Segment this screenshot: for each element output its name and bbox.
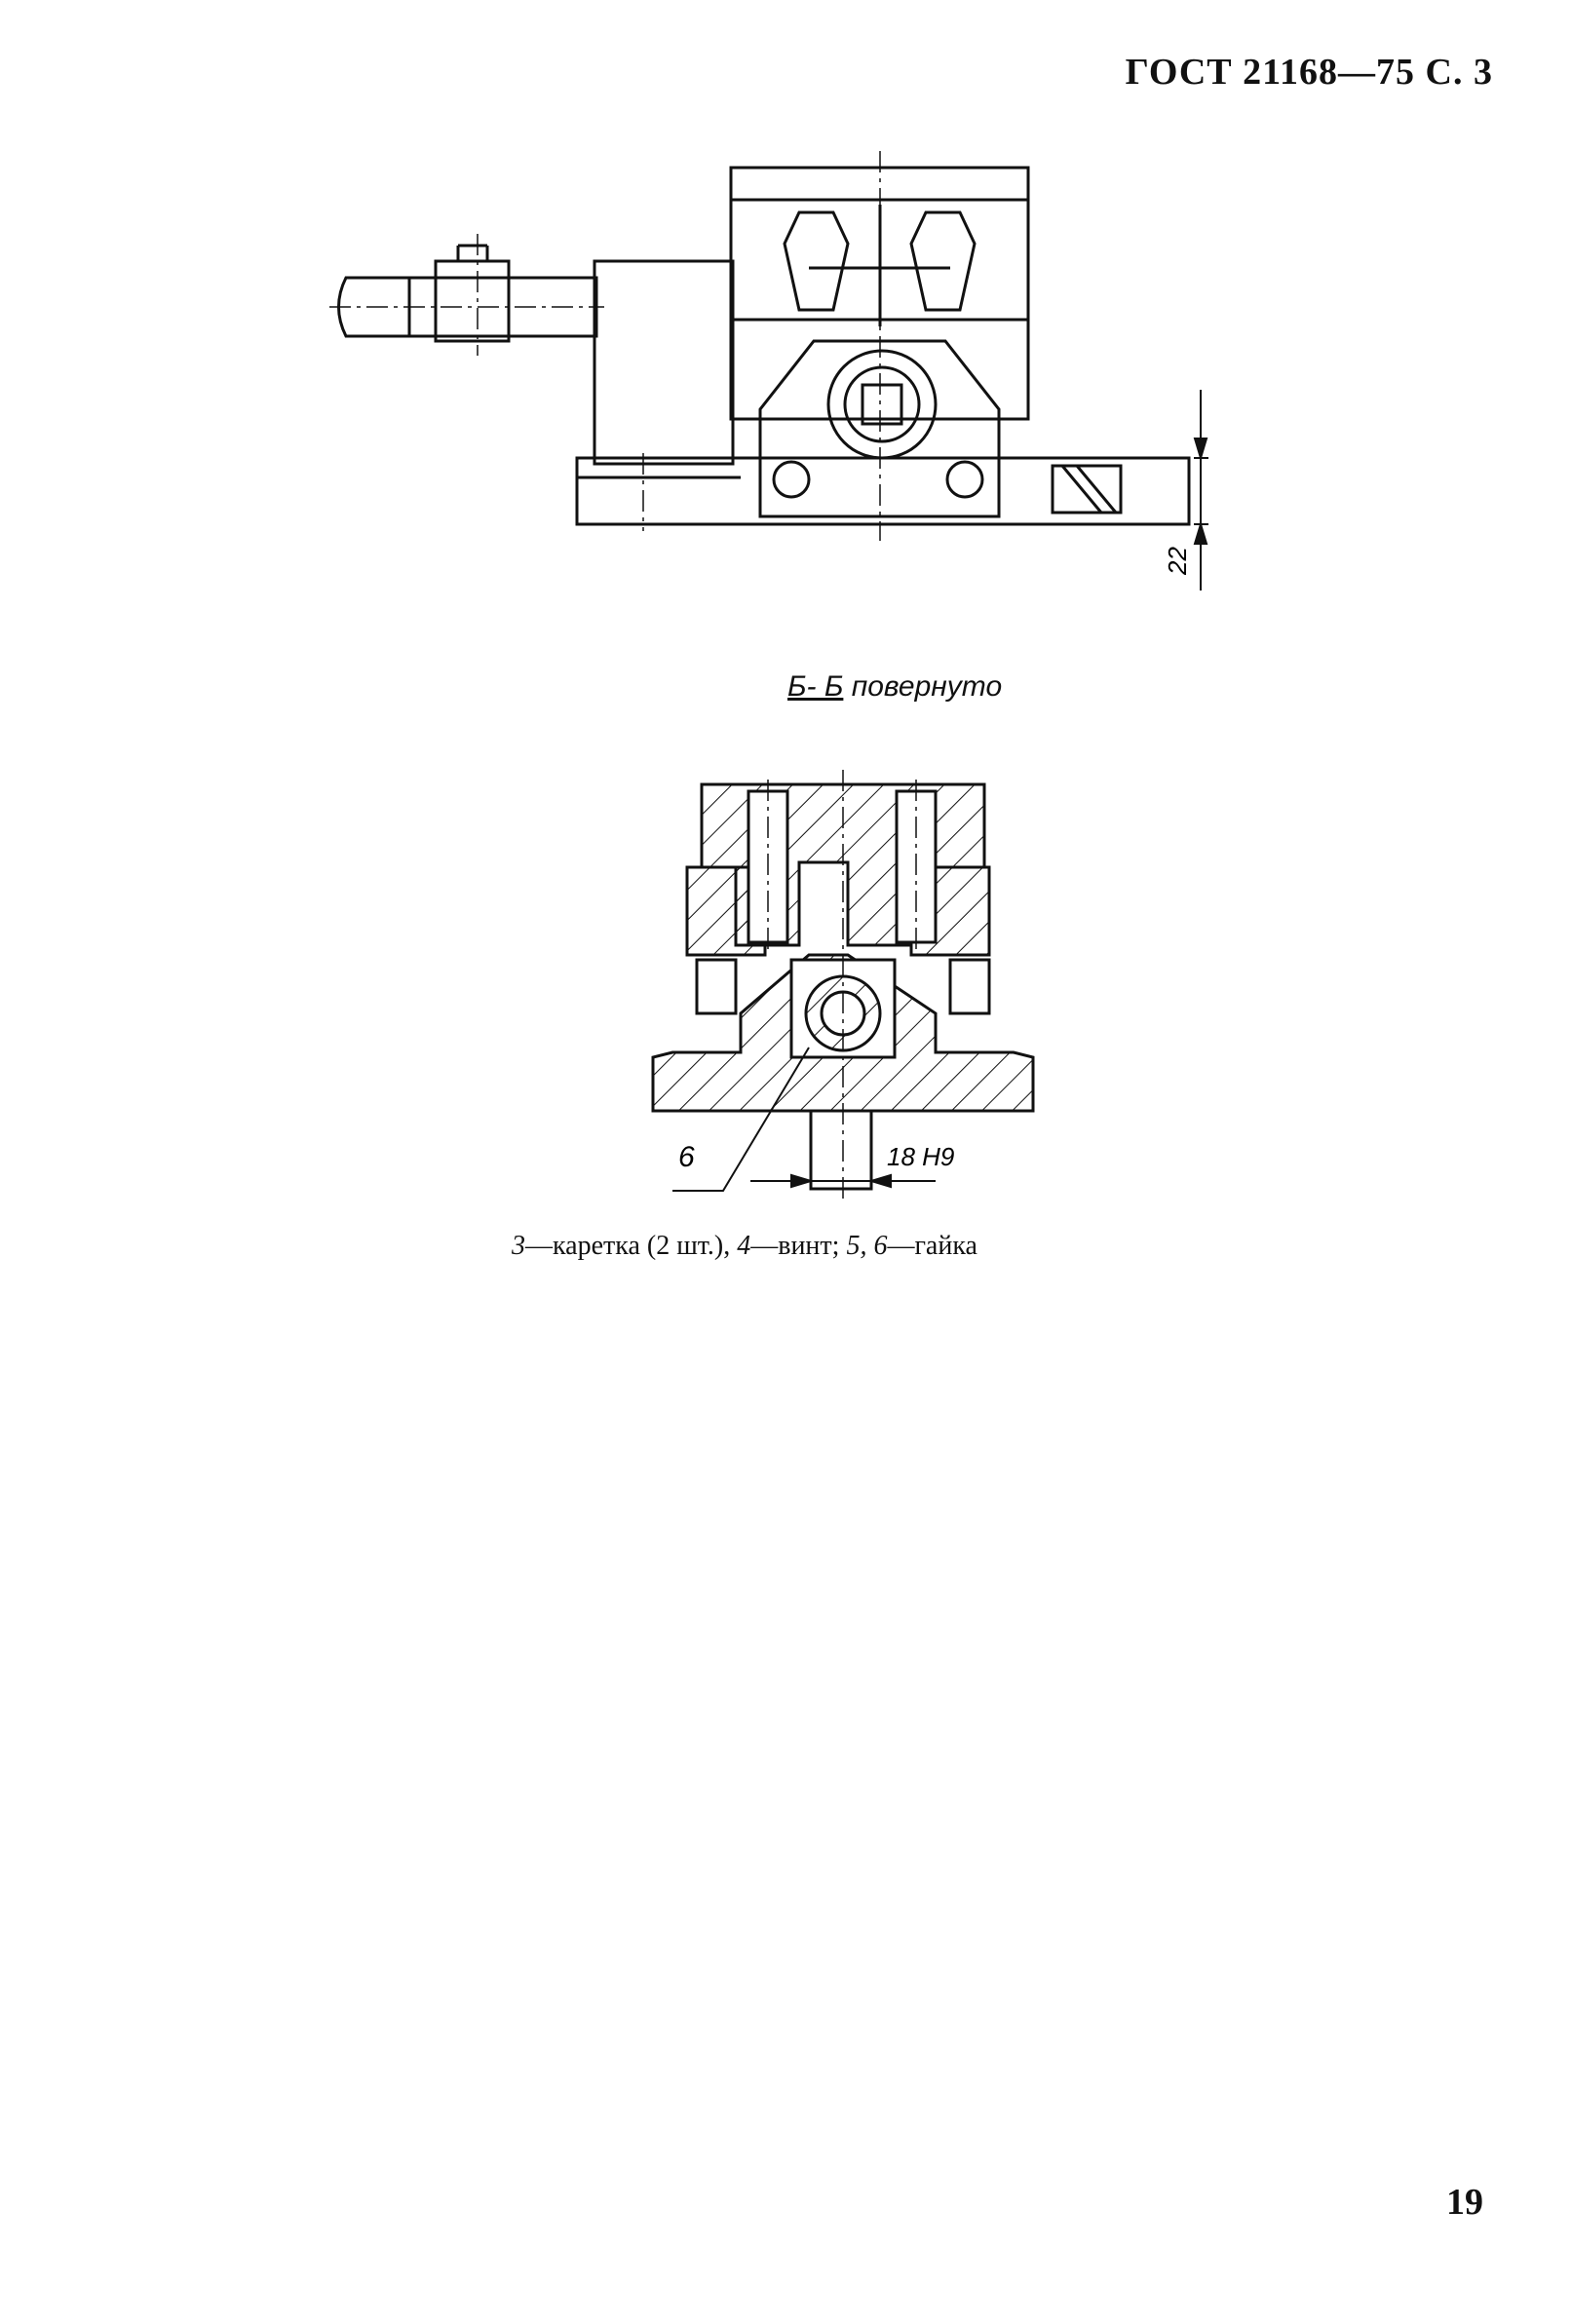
dimension-18h9: 18 Н9 bbox=[887, 1142, 955, 1171]
dimension-22: 22 bbox=[1163, 547, 1192, 575]
section-label: Б- Б повернуто bbox=[787, 670, 1003, 703]
page-number: 19 bbox=[1446, 2182, 1483, 2223]
page-header: ГОСТ 21168—75 С. 3 bbox=[1125, 52, 1493, 93]
callout-6: 6 bbox=[678, 1141, 695, 1173]
figure-caption: 3—каретка (2 шт.), 4—винт; 5, 6—гайка bbox=[512, 1231, 977, 1261]
